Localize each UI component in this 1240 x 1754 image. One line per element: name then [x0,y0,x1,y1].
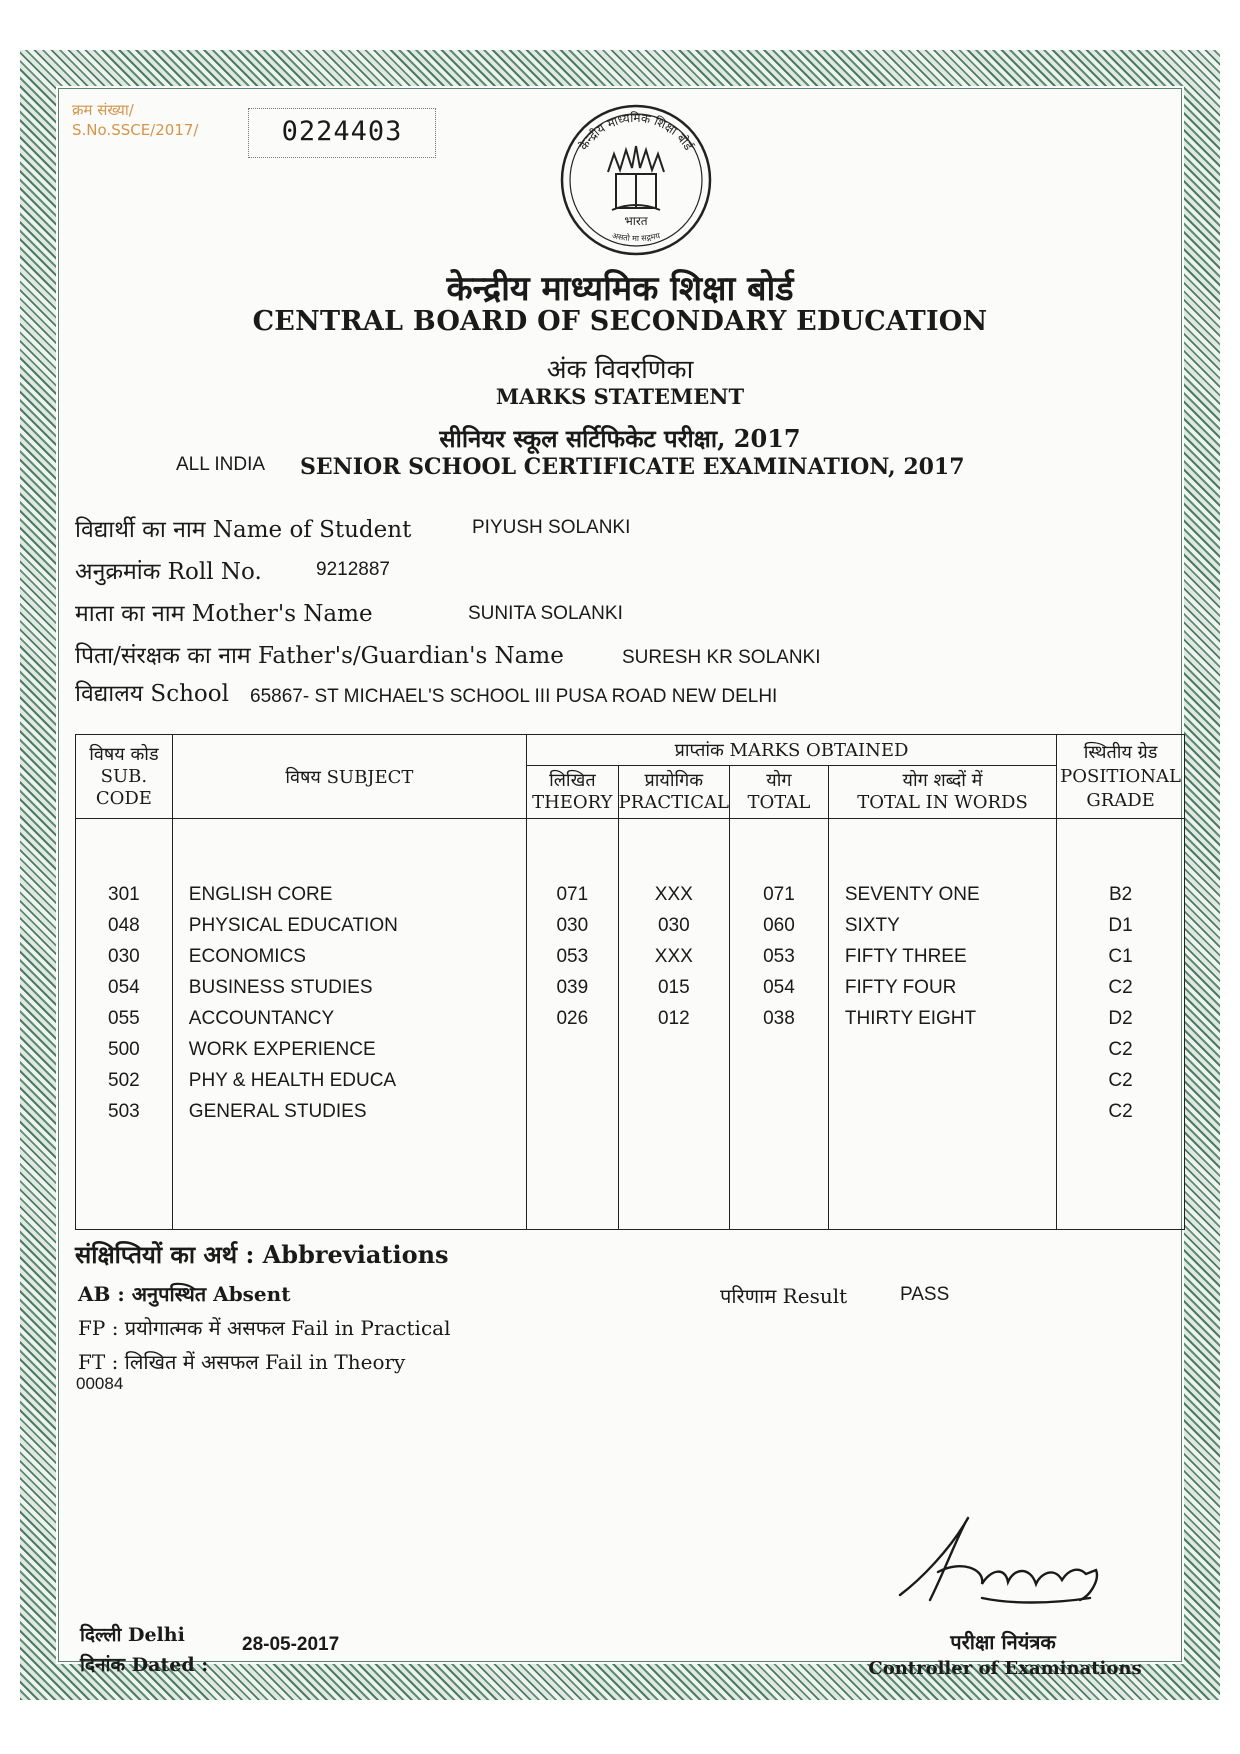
positional-grade: C1 [1057,941,1185,972]
sub-code: 048 [76,910,173,941]
col-header-marks-obtained: प्राप्तांक MARKS OBTAINED [526,735,1056,766]
issue-date: 28-05-2017 [242,1634,340,1655]
positional-grade: B2 [1057,879,1185,910]
subject-name: ENGLISH CORE [172,879,526,910]
mother-name: SUNITA SOLANKI [468,603,623,624]
theory-marks: 053 [526,941,618,972]
sub-code: 502 [76,1065,173,1096]
sub-code: 054 [76,972,173,1003]
marks-table [75,734,1185,1230]
table-row [76,1096,1185,1127]
emblem-motto: असतो मा सद्गमय [611,231,661,244]
practical-marks [618,1065,729,1096]
col-header-total-words: योग शब्दों में TOTAL IN WORDS [828,766,1056,819]
roll-number: 9212887 [316,559,390,580]
sub-code: 301 [76,879,173,910]
mother-name-label: माता का नाम Mother's Name [75,601,373,627]
theory-marks [526,1065,618,1096]
subject-name: ACCOUNTANCY [172,1003,526,1034]
total-marks: 060 [729,910,828,941]
positional-grade: D2 [1057,1003,1185,1034]
school-name: 65867- ST MICHAEL'S SCHOOL III PUSA ROAD NEW DELHI [250,686,778,707]
place-label: दिल्ली Delhi [80,1624,185,1646]
practical-marks: XXX [618,941,729,972]
total-marks: 071 [729,879,828,910]
practical-marks [618,1034,729,1065]
board-name-hindi: केन्द्रीय माध्यमिक शिक्षा बोर्ड [446,269,794,309]
total-marks: 054 [729,972,828,1003]
sub-code: 055 [76,1003,173,1034]
total-marks [729,1034,828,1065]
abbreviations-title: संक्षिप्तियों का अर्थ : Abbreviations [75,1240,449,1269]
result-label: परिणाम Result [720,1284,848,1308]
abbr-fail-theory: FT : लिखित में असफल Fail in Theory [78,1350,406,1374]
practical-marks: XXX [618,879,729,910]
serial-label: क्रम संख्या/ S.No.SSCE/2017/ [72,101,199,139]
total-in-words [828,1034,1056,1065]
theory-marks [526,1034,618,1065]
positional-grade: C2 [1057,1034,1185,1065]
col-header-theory: लिखित THEORY [526,766,618,819]
table-row [76,972,1185,1003]
father-name: SURESH KR SOLANKI [622,647,821,668]
abbr-absent: AB : अनुपस्थित Absent [78,1282,291,1306]
result-value: PASS [900,1284,950,1305]
cbse-emblem [556,100,716,260]
reference-code: 00084 [76,1374,124,1393]
total-in-words [828,1065,1056,1096]
positional-grade: D1 [1057,910,1185,941]
svg-text:असतो मा सद्गमय [611,231,661,243]
subject-name: GENERAL STUDIES [172,1096,526,1127]
serial-number: 0224403 [248,108,436,158]
controller-title: Controller of Examinations [868,1658,1142,1679]
practical-marks: 030 [618,910,729,941]
total-in-words: SIXTY [828,910,1056,941]
subject-name: BUSINESS STUDIES [172,972,526,1003]
student-name-label: विद्यार्थी का नाम Name of Student [75,517,412,543]
exam-title: SENIOR SCHOOL CERTIFICATE EXAMINATION, 2017 [300,454,965,480]
theory-marks: 030 [526,910,618,941]
total-in-words: THIRTY EIGHT [828,1003,1056,1034]
subject-name: WORK EXPERIENCE [172,1034,526,1065]
place-and-date-labels [80,1620,208,1680]
positional-grade: C2 [1057,1065,1185,1096]
col-header-grade: स्थितीय ग्रेड POSITIONAL GRADE [1057,735,1185,819]
statement-title: MARKS STATEMENT [495,384,745,409]
subject-name: ECONOMICS [172,941,526,972]
theory-marks: 026 [526,1003,618,1034]
total-in-words: SEVENTY ONE [828,879,1056,910]
sub-code: 500 [76,1034,173,1065]
table-row [76,941,1185,972]
col-header-total: योग TOTAL [729,766,828,819]
col-header-subject: विषय SUBJECT [172,735,526,819]
positional-grade: C2 [1057,972,1185,1003]
total-in-words: FIFTY FOUR [828,972,1056,1003]
abbr-fail-practical: FP : प्रयोगात्मक में असफल Fail in Practical [78,1316,451,1340]
father-name-label: पिता/संरक्षक का नाम Father's/Guardian's Name [75,643,564,669]
practical-marks: 015 [618,972,729,1003]
theory-marks: 039 [526,972,618,1003]
student-name: PIYUSH SOLANKI [472,517,631,538]
statement-title-hindi: अंक विवरणिका [546,355,694,385]
total-marks: 038 [729,1003,828,1034]
col-header-code: विषय कोड SUB. CODE [76,735,173,819]
school-label: विद्यालय School [75,681,229,707]
board-name: CENTRAL BOARD OF SECONDARY EDUCATION [252,306,988,337]
table-row [76,1065,1185,1096]
positional-grade: C2 [1057,1096,1185,1127]
subject-name: PHY & HEALTH EDUCA [172,1065,526,1096]
dated-label: दिनांक Dated : [80,1654,209,1676]
exam-region: ALL INDIA [176,454,266,475]
exam-title-hindi: सीनियर स्कूल सर्टिफिकेट परीक्षा, 2017 [439,424,801,453]
subject-name: PHYSICAL EDUCATION [172,910,526,941]
table-row [76,1034,1185,1065]
table-row [76,910,1185,941]
col-header-practical: प्रायोगिक PRACTICAL [618,766,729,819]
emblem-ring-text: केन्द्रीय माध्यमिक शिक्षा बोर्ड [576,110,696,153]
roll-label: अनुक्रमांक Roll No. [75,559,262,585]
sub-code: 503 [76,1096,173,1127]
total-marks: 053 [729,941,828,972]
total-in-words: FIFTY THREE [828,941,1056,972]
table-row [76,879,1185,910]
theory-marks: 071 [526,879,618,910]
emblem-country: भारत [624,214,648,228]
total-marks [729,1096,828,1127]
practical-marks [618,1096,729,1127]
sub-code: 030 [76,941,173,972]
controller-signature [890,1500,1120,1620]
table-row [76,1003,1185,1034]
theory-marks [526,1096,618,1127]
practical-marks: 012 [618,1003,729,1034]
controller-title-hindi: परीक्षा नियंत्रक [950,1630,1056,1654]
total-marks [729,1065,828,1096]
total-in-words [828,1096,1056,1127]
